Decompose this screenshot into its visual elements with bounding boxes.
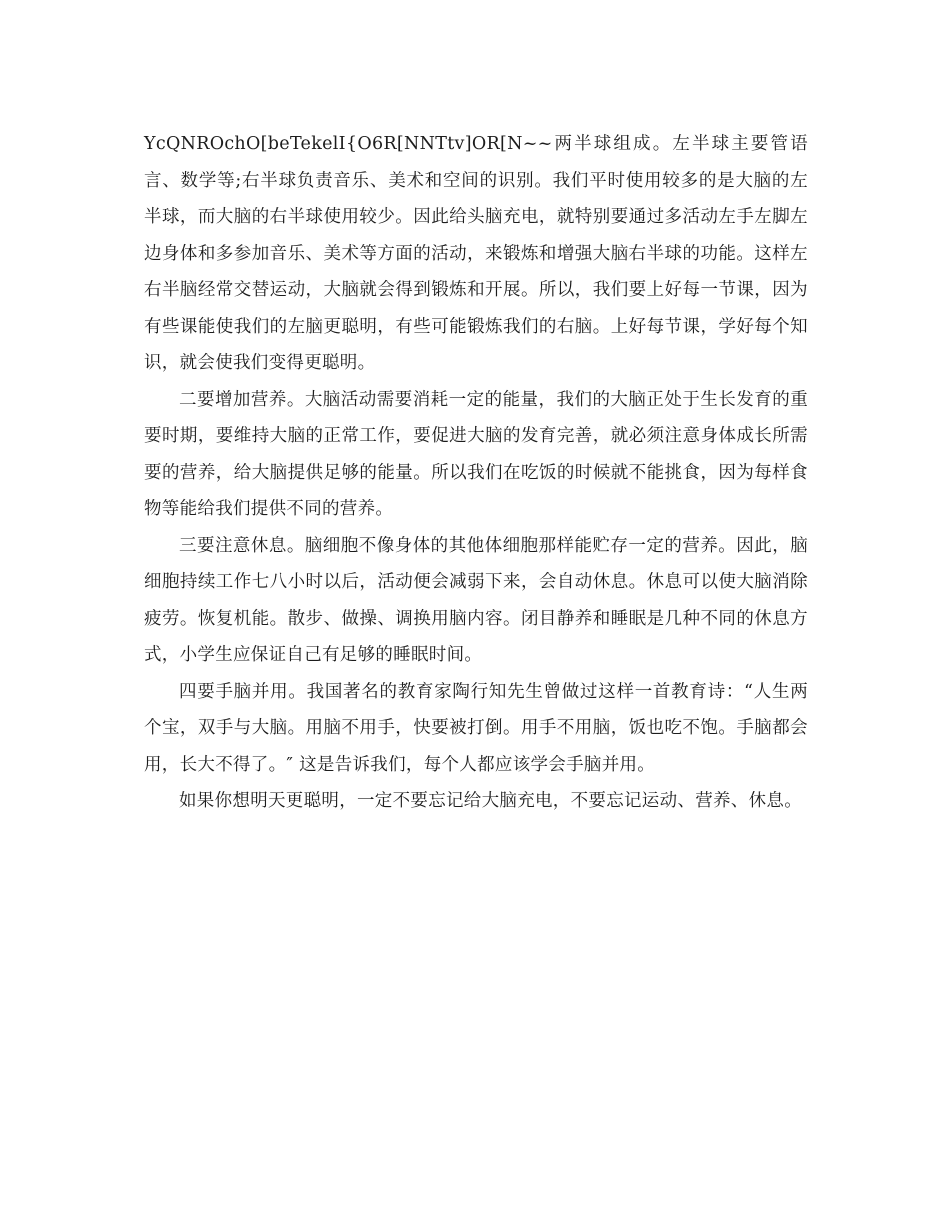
- document-body: [144, 126, 808, 820]
- paragraph-hands-and-brain: 四要手脑并用。我国著名的教育家陶行知先生曾做过这样一首教育诗：“人生两个宝，双手与大脑。用脑不用手，快要被打倒。用手不用脑，饭也吃不饱。手脑都会用，长大不得了。″ 这是告诉我们，每个人都应该学会手脑并用。: [144, 681, 808, 775]
- paragraph-nutrition: 二要增加营养。大脑活动需要消耗一定的能量，我们的大脑正处于生长发育的重要时期，要维持大脑的正常工作，要促进大脑的发育完善，就必须注意身体成长所需要的营养，给大脑提供足够的能量。所以我们在吃饭的时候就不能挑食，因为每样食物等能给我们提供不同的营养。: [144, 389, 808, 519]
- paragraph-conclusion: 如果你想明天更聪明，一定不要忘记给大脑充电，不要忘记运动、营养、休息。: [179, 791, 802, 811]
- paragraph-rest: 三要注意休息。脑细胞不像身体的其他体细胞那样能贮存一定的营养。因此，脑细胞持续工作七八小时以后，活动便会减弱下来，会自动休息。休息可以使大脑消除疲劳。恢复机能。散步、做操、调换用脑内容。闭目静养和睡眠是几种不同的休息方式，小学生应保证自己有足够的睡眠时间。: [144, 535, 808, 665]
- paragraph-hemispheres: YcQNROchO[beTekelI{O6R[NNTtv]OR[N~~两半球组成。左半球主要管语言、数学等;右半球负责音乐、美术和空间的识别。我们平时使用较多的是大脑的左半球，而大脑的右半球使用较少。因此给头脑充电，就特别要通过多活动左手左脚左边身体和多参加音乐、美术等方面的活动，来锻炼和增强大脑右半球的功能。这样左右半脑经常交替运动，大脑就会得到锻炼和开展。所以，我们要上好每一节课，因为有些课能使我们的左脑更聪明，有些可能锻炼我们的右脑。上好每节课，学好每个知识，就会使我们变得更聪明。: [144, 134, 808, 373]
